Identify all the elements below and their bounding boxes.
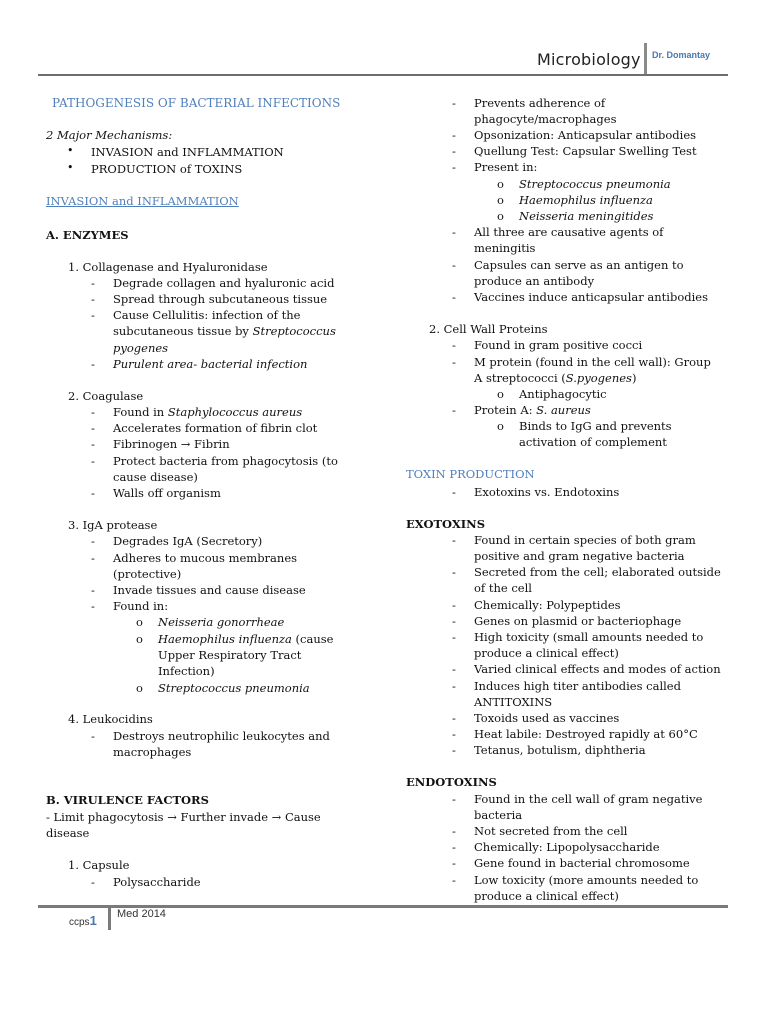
- dash-marker: -: [452, 160, 456, 174]
- organism-name: S.pyogenes: [565, 371, 632, 385]
- section-heading-exotoxins: EXOTOXINS: [406, 517, 485, 531]
- dash-marker: -: [452, 225, 456, 239]
- sub-list-item-cont: activation of complement: [519, 435, 667, 449]
- list-item: Purulent area- bacterial infection: [113, 357, 308, 371]
- list-item: Secreted from the cell; elaborated outside: [474, 565, 721, 579]
- list-item: Fibrinogen → Fibrin: [113, 437, 230, 451]
- organism-name: Haemophilus influenza: [519, 193, 653, 207]
- dash-marker: -: [452, 355, 456, 369]
- list-item: Polysaccharide: [113, 875, 201, 889]
- dash-marker: -: [452, 824, 456, 838]
- list-item-cont: positive and gram negative bacteria: [474, 549, 685, 563]
- list-item-cont: bacteria: [474, 808, 523, 822]
- paragraph-line: - Limit phagocytosis → Further invade → Cause: [46, 810, 321, 824]
- dash-marker: -: [452, 338, 456, 352]
- list-item: Not secreted from the cell: [474, 824, 628, 838]
- sub-list-item: Binds to IgG and prevents: [519, 419, 672, 433]
- header-rule: [38, 74, 728, 76]
- organism-name: Streptococcus pneumonia: [519, 177, 671, 191]
- dash-marker: -: [452, 96, 456, 110]
- dash-marker: -: [452, 856, 456, 870]
- sub-bullet-marker: o: [497, 177, 504, 191]
- list-item: Found in the cell wall of gram negative: [474, 792, 703, 806]
- dash-marker: -: [91, 276, 95, 290]
- dash-marker: -: [452, 485, 456, 499]
- list-item: Toxoids used as vaccines: [474, 711, 620, 725]
- sub-list-item: Antiphagocytic: [519, 387, 607, 401]
- list-item: Chemically: Polypeptides: [474, 598, 621, 612]
- virulence-item-title: 1. Capsule: [68, 858, 130, 872]
- organism-name: Staphylococcus aureus: [167, 405, 303, 419]
- list-item-cont: A streptococci (S.pyogenes): [474, 371, 637, 385]
- dash-marker: -: [452, 533, 456, 547]
- dash-marker: -: [91, 421, 95, 435]
- list-item-cont: macrophages: [113, 745, 192, 759]
- list-item: Quellung Test: Capsular Swelling Test: [474, 144, 697, 158]
- mechanisms-intro: 2 Major Mechanisms:: [46, 128, 173, 142]
- bullet-dot: •: [67, 144, 74, 157]
- dash-marker: -: [452, 840, 456, 854]
- list-item: High toxicity (small amounts needed to: [474, 630, 704, 644]
- page-number: 1: [89, 913, 97, 928]
- dash-marker: -: [91, 357, 95, 371]
- footer-divider: [108, 905, 111, 930]
- list-item: M protein (found in the cell wall): Group: [474, 355, 711, 369]
- list-item: Low toxicity (more amounts needed to: [474, 873, 699, 887]
- list-item: Cause Cellulitis: infection of the: [113, 308, 301, 322]
- list-item: Exotoxins vs. Endotoxins: [474, 485, 620, 499]
- sub-list-item: Haemophilus influenza (cause: [158, 632, 334, 646]
- organism-name: Streptococcus: [252, 324, 336, 338]
- dash-marker: -: [91, 454, 95, 468]
- sub-bullet-marker: o: [136, 615, 143, 629]
- organism-name: S. aureus: [536, 403, 591, 417]
- enzyme-item-title: 2. Coagulase: [68, 389, 144, 403]
- dash-marker: -: [91, 292, 95, 306]
- dash-marker: -: [452, 743, 456, 757]
- dash-marker: -: [452, 614, 456, 628]
- list-item-cont: (protective): [113, 567, 182, 581]
- paragraph-line: disease: [46, 826, 90, 840]
- dash-marker: -: [452, 144, 456, 158]
- enzyme-item-title: 3. IgA protease: [68, 518, 158, 532]
- document-author: Dr. Domantay: [652, 50, 711, 60]
- dash-marker: -: [452, 128, 456, 142]
- list-item: Degrade collagen and hyaluronic acid: [113, 276, 335, 290]
- dash-marker: -: [91, 551, 95, 565]
- sub-bullet-marker: o: [136, 632, 143, 646]
- list-item: Chemically: Lipopolysaccharide: [474, 840, 660, 854]
- list-item-cont: produce a clinical effect): [474, 889, 619, 903]
- organism-name: Haemophilus influenza: [158, 632, 292, 646]
- list-item: Invade tissues and cause disease: [113, 583, 306, 597]
- list-item: Destroys neutrophilic leukocytes and: [113, 729, 330, 743]
- dash-marker: -: [91, 875, 95, 889]
- dash-marker: -: [91, 437, 95, 451]
- section-heading-invasion: INVASION and INFLAMMATION: [46, 194, 239, 208]
- header-divider: [644, 43, 647, 76]
- sub-bullet-marker: o: [497, 193, 504, 207]
- section-heading-virulence: B. VIRULENCE FACTORS: [46, 793, 209, 807]
- dash-marker: -: [91, 534, 95, 548]
- list-item: Varied clinical effects and modes of action: [474, 662, 721, 676]
- sub-list-item-cont: Infection): [158, 664, 215, 678]
- dash-marker: -: [91, 308, 95, 322]
- list-item: All three are causative agents of: [474, 225, 664, 239]
- sub-bullet-marker: o: [497, 387, 504, 401]
- sub-bullet-marker: o: [497, 209, 504, 223]
- list-item: Vaccines induce anticapsular antibodies: [474, 290, 708, 304]
- sub-bullet-marker: o: [136, 681, 143, 695]
- list-item: Gene found in bacterial chromosome: [474, 856, 690, 870]
- dash-marker: -: [452, 792, 456, 806]
- mechanism-item: INVASION and INFLAMMATION: [91, 145, 284, 159]
- dash-marker: -: [452, 679, 456, 693]
- list-item-cont: meningitis: [474, 241, 536, 255]
- footer-code: ccps1: [69, 913, 97, 928]
- sub-bullet-marker: o: [497, 419, 504, 433]
- list-item: Heat labile: Destroyed rapidly at 60°C: [474, 727, 698, 741]
- list-item-cont: produce an antibody: [474, 274, 595, 288]
- list-item: Found in:: [113, 599, 169, 613]
- list-item-cont: phagocyte/macrophages: [474, 112, 617, 126]
- list-item-cont: subcutaneous tissue by Streptococcus: [113, 324, 336, 338]
- list-item: Found in Staphylococcus aureus: [113, 405, 303, 419]
- list-item: Found in gram positive cocci: [474, 338, 643, 352]
- footer-batch: Med 2014: [117, 908, 166, 920]
- dash-marker: -: [452, 630, 456, 644]
- section-heading-enzymes: A. ENZYMES: [46, 228, 129, 242]
- page-title: PATHOGENESIS OF BACTERIAL INFECTIONS: [52, 96, 341, 110]
- virulence-item-title: 2. Cell Wall Proteins: [429, 322, 548, 336]
- organism-name: pyogenes: [113, 341, 169, 355]
- section-heading-endotoxins: ENDOTOXINS: [406, 775, 497, 789]
- dash-marker: -: [91, 486, 95, 500]
- organism-name: Neisseria meningitides: [519, 209, 654, 223]
- organism-name: Streptococcus pneumonia: [158, 681, 310, 695]
- list-item: Spread through subcutaneous tissue: [113, 292, 328, 306]
- list-item: Found in certain species of both gram: [474, 533, 696, 547]
- list-item: Induces high titer antibodies called: [474, 679, 681, 693]
- mechanism-item: PRODUCTION of TOXINS: [91, 162, 243, 176]
- list-item: Genes on plasmid or bacteriophage: [474, 614, 682, 628]
- list-item: Prevents adherence of: [474, 96, 606, 110]
- list-item: Adheres to mucous membranes: [113, 551, 298, 565]
- dash-marker: -: [91, 405, 95, 419]
- dash-marker: -: [91, 583, 95, 597]
- list-item: Protein A: S. aureus: [474, 403, 591, 417]
- dash-marker: -: [452, 662, 456, 676]
- enzyme-item-title: 4. Leukocidins: [68, 712, 153, 726]
- list-item-cont: of the cell: [474, 581, 532, 595]
- dash-marker: -: [452, 598, 456, 612]
- list-item: Accelerates formation of fibrin clot: [113, 421, 318, 435]
- list-item: Degrades IgA (Secretory): [113, 534, 263, 548]
- dash-marker: -: [452, 258, 456, 272]
- dash-marker: -: [452, 290, 456, 304]
- sub-list-item-cont: Upper Respiratory Tract: [158, 648, 302, 662]
- bullet-dot: •: [67, 161, 74, 174]
- dash-marker: -: [452, 403, 456, 417]
- list-item-cont: cause disease): [113, 470, 198, 484]
- list-item: Present in:: [474, 160, 538, 174]
- dash-marker: -: [452, 873, 456, 887]
- list-item: Opsonization: Anticapsular antibodies: [474, 128, 697, 142]
- dash-marker: -: [91, 729, 95, 743]
- list-item-cont: produce a clinical effect): [474, 646, 619, 660]
- dash-marker: -: [91, 599, 95, 613]
- document-subject: Microbiology: [537, 50, 641, 69]
- dash-marker: -: [452, 565, 456, 579]
- list-item-cont: ANTITOXINS: [474, 695, 553, 709]
- list-item: Tetanus, botulism, diphtheria: [474, 743, 646, 757]
- list-item: Walls off organism: [113, 486, 221, 500]
- organism-name: Neisseria gonorrheae: [158, 615, 285, 629]
- enzyme-item-title: 1. Collagenase and Hyaluronidase: [68, 260, 268, 274]
- list-item: Protect bacteria from phagocytosis (to: [113, 454, 338, 468]
- dash-marker: -: [452, 711, 456, 725]
- section-heading-toxin: TOXIN PRODUCTION: [406, 467, 535, 481]
- list-item: Capsules can serve as an antigen to: [474, 258, 684, 272]
- dash-marker: -: [452, 727, 456, 741]
